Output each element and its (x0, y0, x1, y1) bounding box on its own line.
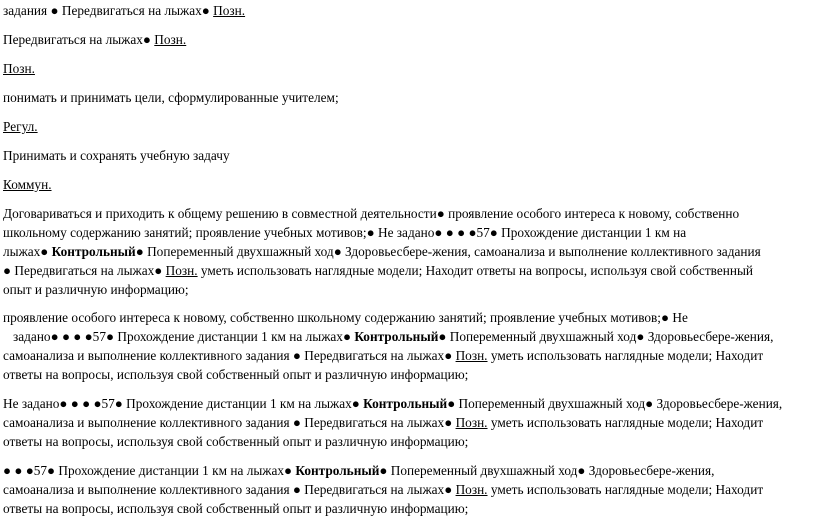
paragraph-5 (3, 117, 811, 136)
text: самоанализа и выполнение коллективного задания ● Передвигаться на лыжах● (3, 415, 456, 430)
text: ответы на вопросы, используя свой собственный опыт и различную информацию; (3, 501, 469, 516)
paragraph-6 (3, 146, 811, 165)
text: уметь использовать наглядные модели; Находит (487, 415, 764, 430)
text: Принимать и сохранять учебную задачу (3, 148, 230, 163)
text: школьному содержанию занятий; проявление учебных мотивов;● Не задано● ● ● ●57● Прохождение дистанции 1 км на (3, 225, 687, 240)
text: самоанализа и выполнение коллективного задания ● Передвигаться на лыжах● (3, 482, 456, 497)
text: ● Попеременный двухшажный ход● Здоровьесбере-жения, (379, 463, 715, 478)
line (3, 480, 811, 499)
line (3, 394, 811, 413)
abbr-pozn: Позн. (455, 348, 488, 363)
text: ● Передвигаться на лыжах● (3, 263, 166, 278)
text: Договариваться и приходить к общему решению в совместной деятельности● проявление особого интереса к новому, собственно (3, 206, 740, 221)
line (3, 280, 811, 299)
text: ● Попеременный двухшажный ход● Здоровьесбере-жения, (447, 396, 783, 411)
paragraph-11 (3, 461, 811, 518)
text: уметь использовать наглядные модели; Находит (487, 348, 764, 363)
bold-kontrolny: Контрольный (363, 396, 448, 411)
text: понимать и принимать цели, сформулированные учителем; (3, 90, 339, 105)
bold-kontrolny: Контрольный (354, 329, 439, 344)
text: опыт и различную информацию; (3, 282, 189, 297)
paragraph-9 (3, 308, 811, 384)
heading-pozn: Позн. (3, 61, 35, 76)
line (3, 261, 811, 280)
paragraph-3 (3, 59, 811, 78)
text: Не задано● ● ● ●57● Прохождение дистанции 1 км на лыжах● (3, 396, 364, 411)
abbr-pozn: Позн. (455, 415, 488, 430)
line (3, 223, 811, 242)
text: уметь использовать наглядные модели; Находит (487, 482, 764, 497)
document-body (3, 0, 811, 518)
line (3, 204, 811, 223)
line (3, 242, 811, 261)
abbr-pozn: Позн. (165, 263, 198, 278)
text: проявление особого интереса к новому, собственно школьному содержанию занятий; проявление учебных мотивов;● Не (3, 310, 688, 325)
text: уметь использовать наглядные модели; Находит ответы на вопросы, используя свой собственный (197, 263, 754, 278)
abbr-pozn: Позн. (213, 3, 246, 18)
abbr-pozn: Позн. (455, 482, 488, 497)
text: ● Попеременный двухшажный ход● Здоровьесбере-жения, (438, 329, 774, 344)
paragraph-10 (3, 394, 811, 451)
text: ответы на вопросы, используя свой собственный опыт и различную информацию; (3, 434, 469, 449)
line (3, 308, 811, 327)
text: задано● ● ● ●57● Прохождение дистанции 1 км на лыжах● (13, 329, 355, 344)
text: лыжах● (3, 244, 52, 259)
heading-regul: Регул. (3, 119, 38, 134)
line (3, 499, 811, 518)
text: ответы на вопросы, используя свой собственный опыт и различную информацию; (3, 367, 469, 382)
line (3, 365, 811, 384)
bold-kontrolny: Контрольный (51, 244, 136, 259)
paragraph-8 (3, 204, 811, 299)
text: ● Попеременный двухшажный ход● Здоровьесбере-жения, самоанализа и выполнение коллективного задания (135, 244, 761, 259)
text: Передвигаться на лыжах● (3, 32, 155, 47)
line (3, 346, 811, 365)
line (3, 432, 811, 451)
abbr-pozn: Позн. (154, 32, 187, 47)
text: задания ● Передвигаться на лыжах● (3, 3, 214, 18)
line (3, 461, 811, 480)
line (3, 327, 811, 346)
paragraph-1 (3, 1, 811, 20)
text: самоанализа и выполнение коллективного задания ● Передвигаться на лыжах● (3, 348, 456, 363)
paragraph-7 (3, 175, 811, 194)
line (3, 413, 811, 432)
paragraph-4 (3, 88, 811, 107)
heading-kommun: Коммун. (3, 177, 52, 192)
bold-kontrolny: Контрольный (295, 463, 380, 478)
paragraph-2 (3, 30, 811, 49)
text: ● ● ●57● Прохождение дистанции 1 км на лыжах● (3, 463, 296, 478)
